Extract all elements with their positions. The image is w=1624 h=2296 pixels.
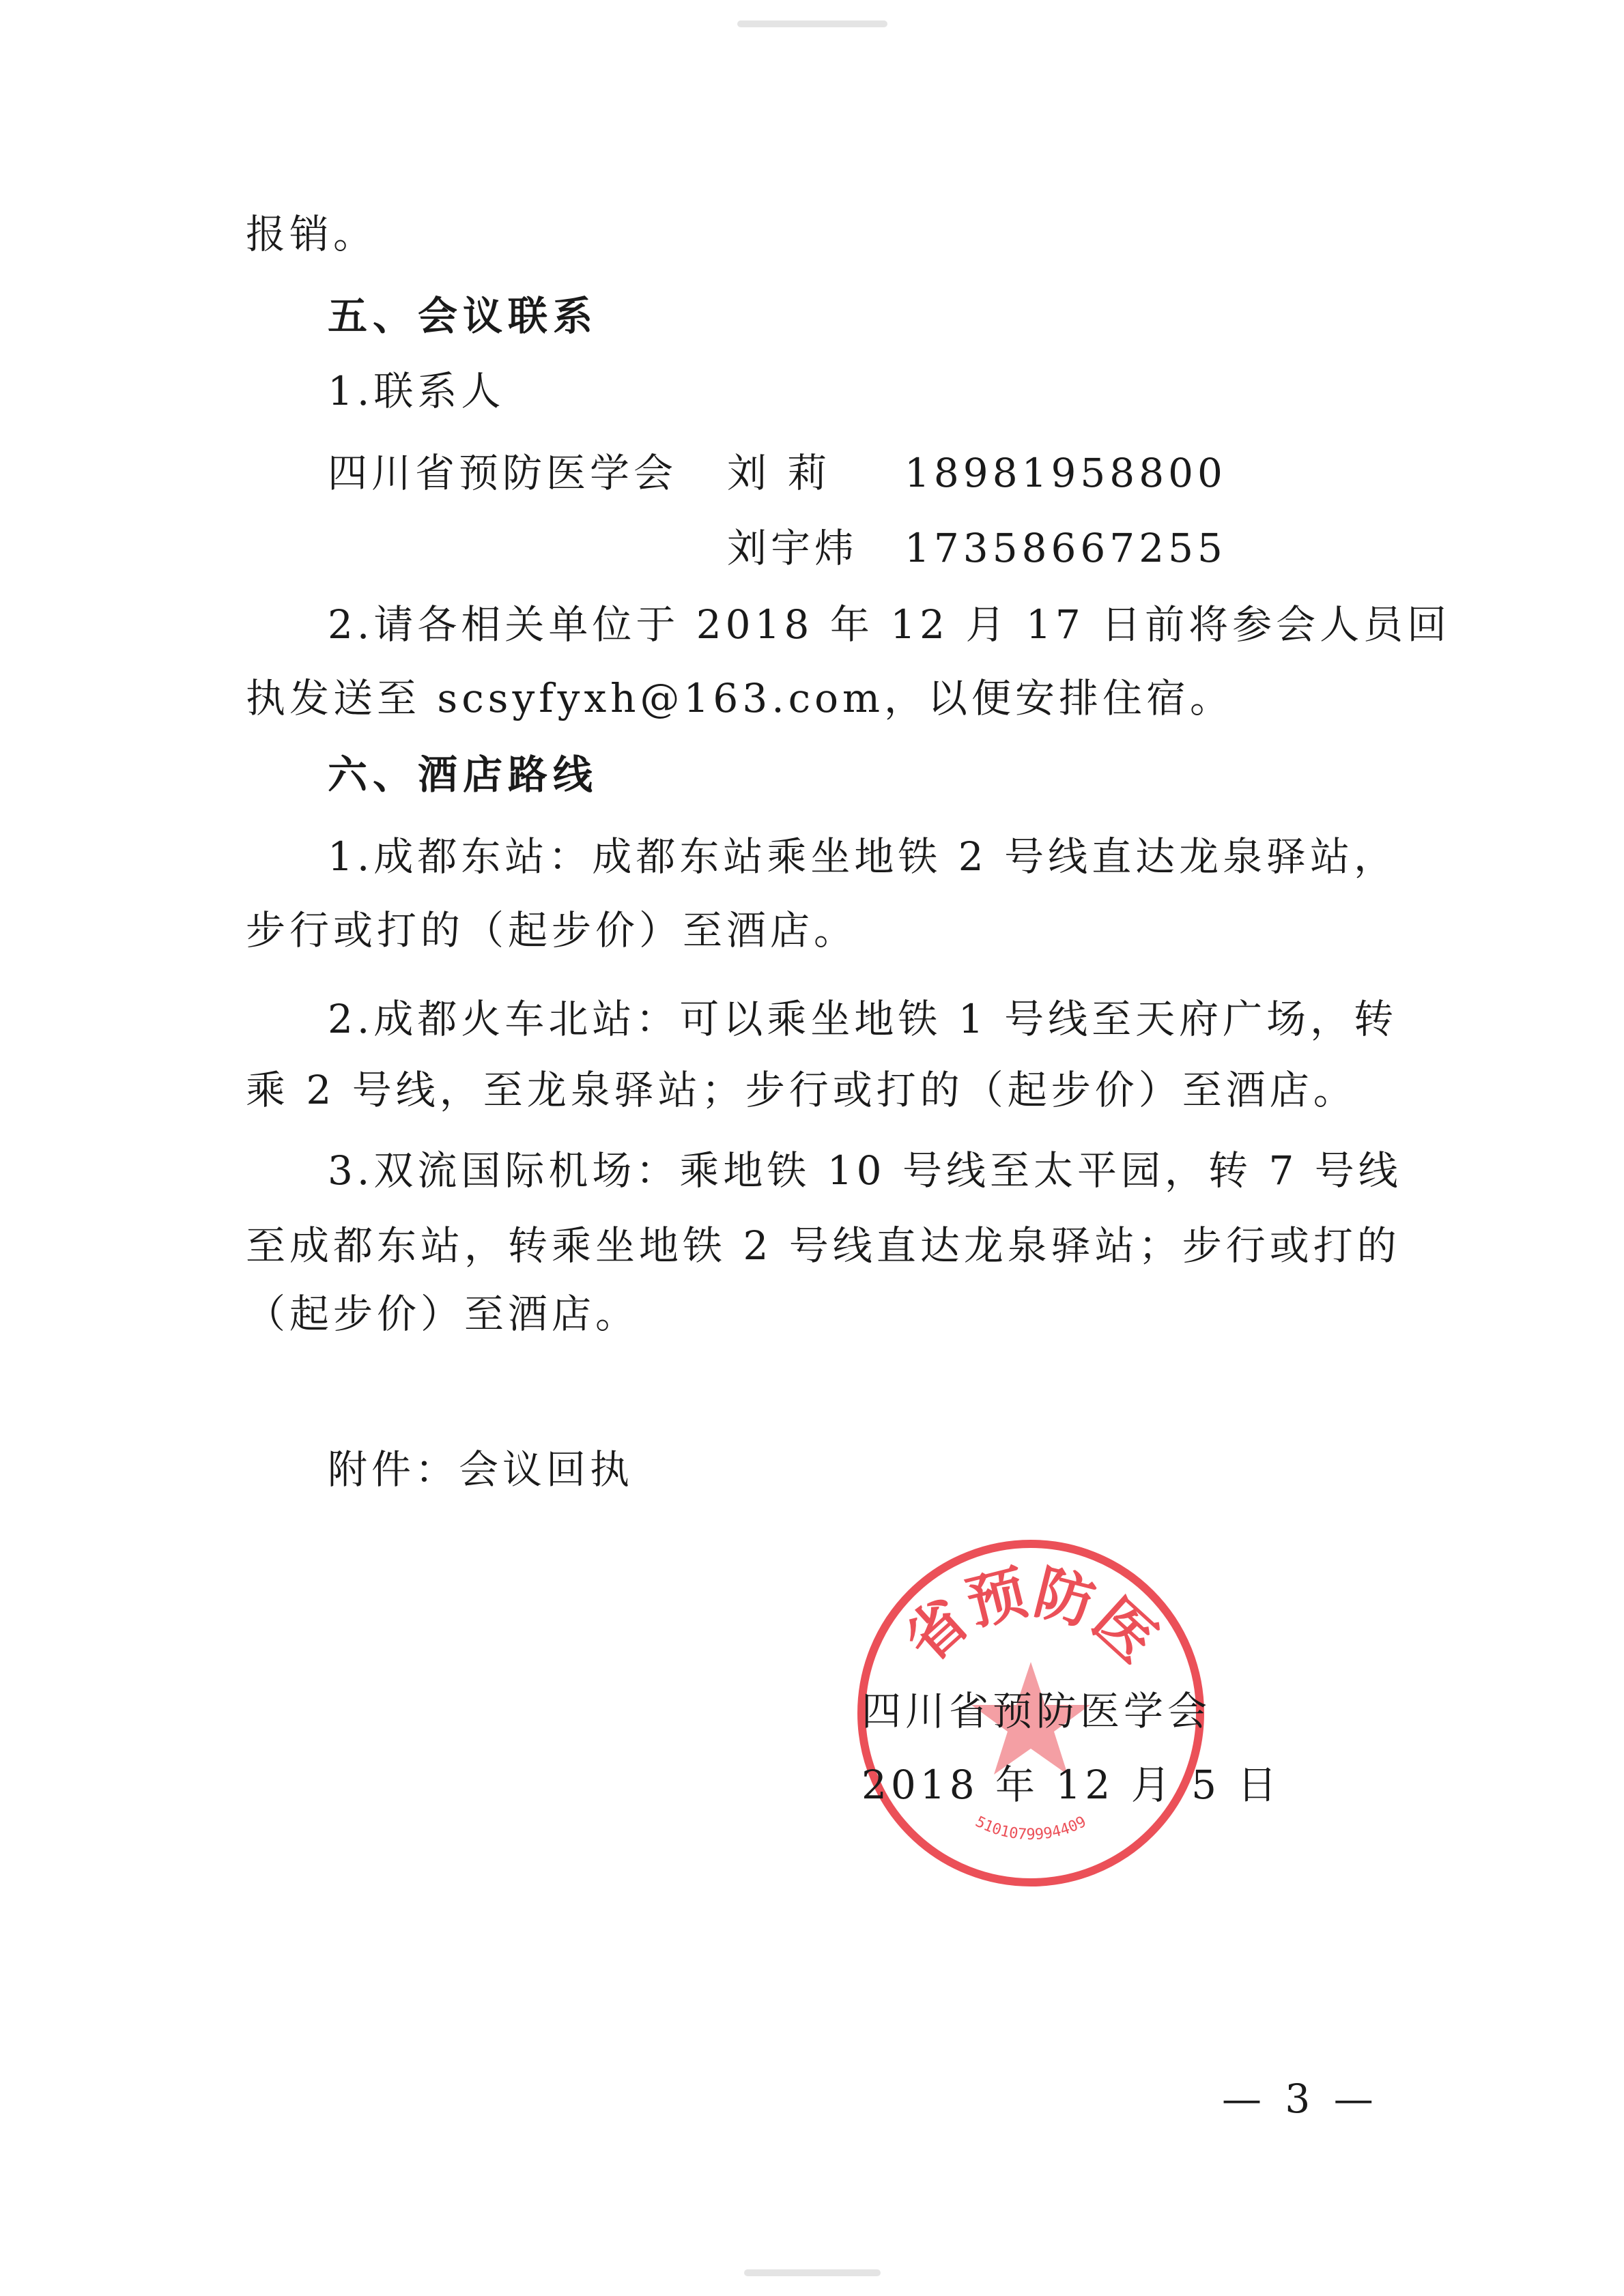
contact2-name: 刘宇炜 bbox=[727, 525, 859, 571]
stamp-serial-number: 5101079994409 bbox=[972, 1813, 1089, 1843]
paragraph-continuation: 报销。 bbox=[246, 211, 377, 257]
route3-line2: 至成都东站，转乘坐地铁 2 号线直达龙泉驿站；步行或打的 bbox=[246, 1222, 1401, 1269]
signature-date: 2018 年 12 月 5 日 bbox=[861, 1762, 1281, 1808]
stamp-arc-text: 省预防医 bbox=[892, 1558, 1169, 1676]
route2-line1: 2.成都火车北站：可以乘坐地铁 1 号线至天府广场，转 bbox=[328, 996, 1398, 1042]
contact-organization: 四川省预防医学会 bbox=[328, 450, 678, 496]
route1-line1: 1.成都东站：成都东站乘坐地铁 2 号线直达龙泉驿站， bbox=[328, 833, 1398, 880]
item2-line1: 2.请各相关单位于 2018 年 12 月 17 日前将参会人员回 bbox=[328, 601, 1451, 648]
route3-line3: （起步价）至酒店。 bbox=[246, 1291, 640, 1337]
section6-heading: 六、酒店路线 bbox=[328, 751, 599, 798]
page-number: — 3 — bbox=[1222, 2076, 1379, 2122]
scan-mark-bottom bbox=[744, 2269, 881, 2276]
signature-organization: 四川省预防医学会 bbox=[861, 1688, 1212, 1734]
route3-line1: 3.双流国际机场：乘地铁 10 号线至太平园，转 7 号线 bbox=[328, 1147, 1402, 1194]
contact-item-label: 1.联系人 bbox=[328, 368, 505, 414]
contact1-name: 刘 莉 bbox=[727, 450, 831, 496]
scan-mark-top bbox=[737, 20, 887, 27]
route1-line2: 步行或打的（起步价）至酒店。 bbox=[246, 907, 858, 953]
item2-line2: 执发送至 scsyfyxh@163.com，以便安排住宿。 bbox=[246, 675, 1234, 721]
attachment-line: 附件：会议回执 bbox=[328, 1446, 634, 1493]
contact1-phone: 18981958800 bbox=[904, 450, 1227, 496]
section5-heading: 五、会议联系 bbox=[328, 293, 599, 339]
contact2-phone: 17358667255 bbox=[904, 525, 1227, 571]
route2-line2: 乘 2 号线，至龙泉驿站；步行或打的（起步价）至酒店。 bbox=[246, 1067, 1357, 1113]
